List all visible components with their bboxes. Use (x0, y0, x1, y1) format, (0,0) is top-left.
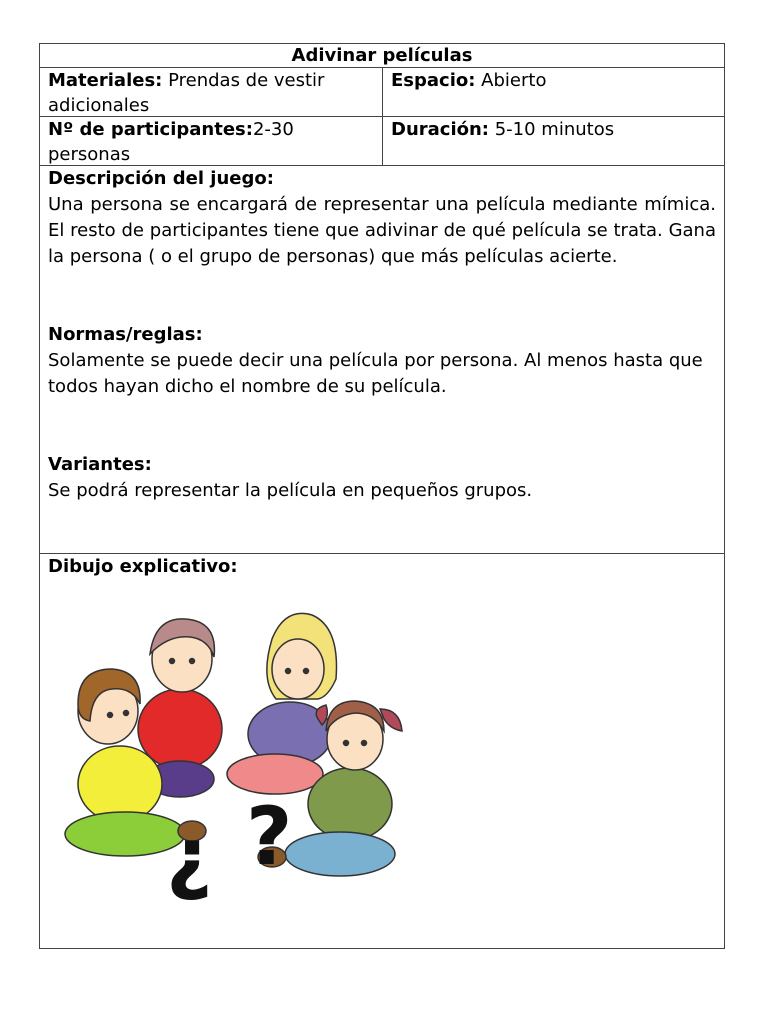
game-card (39, 43, 725, 949)
materials-label: Materiales: (48, 70, 163, 91)
description-heading: Descripción del juego: (48, 168, 274, 189)
materials-cell (40, 68, 383, 116)
description-section (40, 166, 724, 554)
duration-cell (383, 117, 724, 165)
participants-duration-row (40, 117, 724, 166)
question-mark-open: ¿ (166, 810, 213, 903)
materials-value: Prendas de vestir adicionales (48, 70, 325, 116)
rules-heading: Normas/reglas: (48, 324, 203, 345)
children-circle-illustration (50, 609, 420, 909)
variants-heading: Variantes: (48, 454, 152, 475)
space-value: Abierto (475, 70, 547, 91)
drawing-heading: Dibujo explicativo: (48, 556, 238, 577)
question-mark-close: ? (246, 790, 293, 883)
participants-label: Nº de participantes: (48, 119, 253, 140)
drawing-section (40, 554, 724, 948)
participants-value: 2-30 personas (48, 119, 294, 165)
duration-value: 5-10 minutos (489, 119, 615, 140)
duration-label: Duración: (391, 119, 489, 140)
participants-cell (40, 117, 383, 165)
space-cell (383, 68, 724, 116)
rules-text: Solamente se puede decir una película por persona. Al menos hasta que todos hayan dicho el nombre de su película. (48, 350, 703, 397)
variants-text: Se podrá representar la película en pequeños grupos. (48, 480, 533, 501)
card-title: Adivinar películas (40, 44, 724, 68)
description-text: Una persona se encargará de representar una película mediante mímica. El resto de participantes tiene que adivinar de qué película se trata. Gana la persona ( o el grupo de personas) que más películas acierte. (48, 194, 716, 267)
child-blonde (227, 613, 337, 794)
space-label: Espacio: (391, 70, 476, 91)
materials-space-row (40, 68, 724, 117)
